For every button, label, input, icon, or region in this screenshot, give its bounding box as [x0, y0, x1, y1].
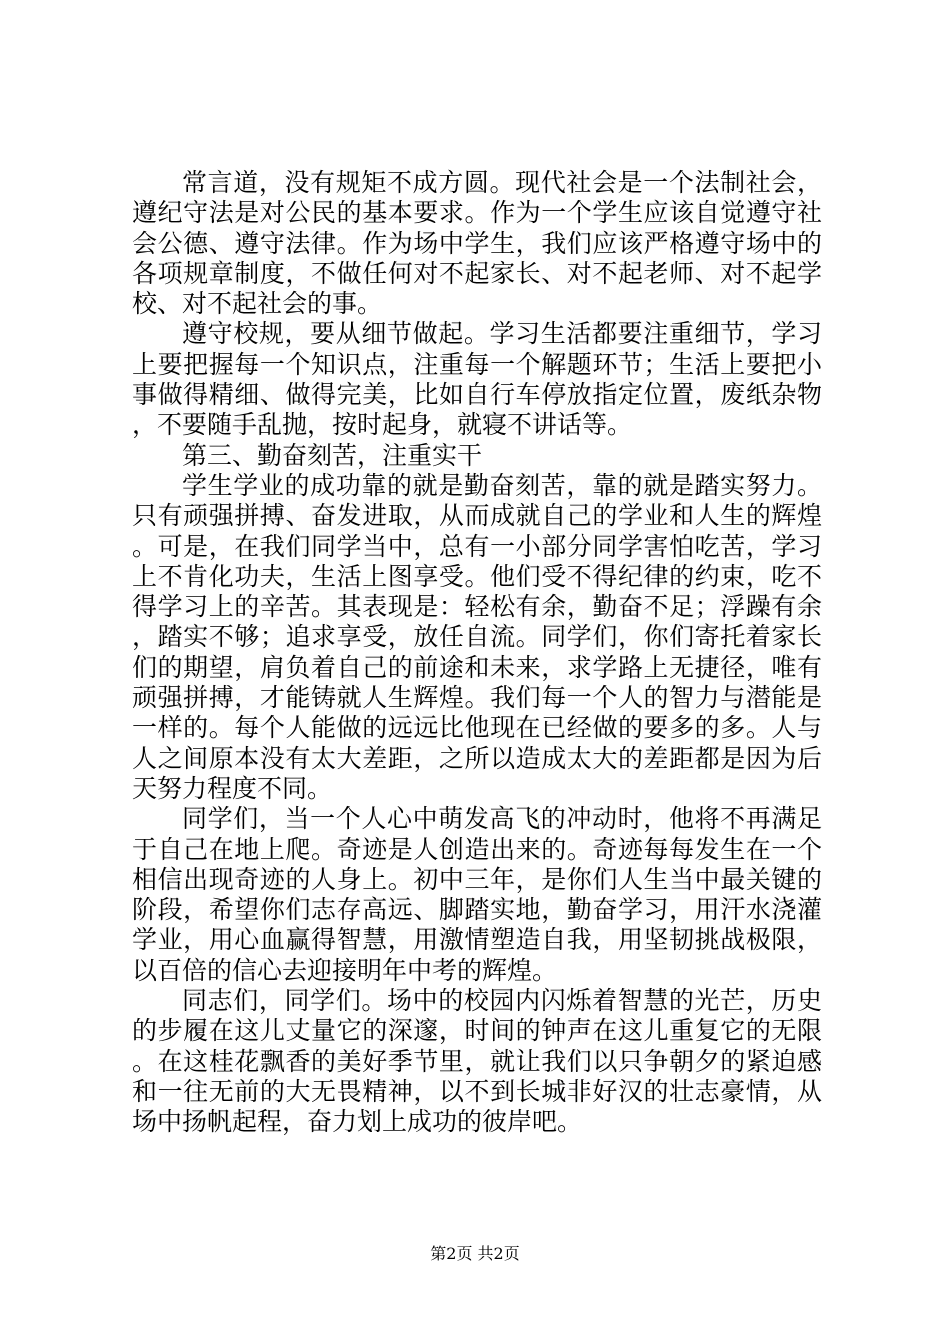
section-heading: 第三、勤奋刻苦，注重实干 — [182, 440, 483, 470]
page-number-footer: 第2页 共2页 — [430, 1244, 520, 1263]
paragraph: 学生学业的成功靠的就是勤奋刻苦，靠的就是踏实努力。只有顽强拼搏、奋发进取，从而成就自己的学业和人生的辉煌。可是，在我们同学当中，总有一小部分同学害怕吃苦，学习上不肯化功夫，生活上图享受。他们受不得纪律的约束，吃不得学习上的辛苦。其表现是：轻松有余，勤奋不足；浮躁有余，踏实不够；追求享受，放任自流。同学们，你们寄托着家长们的期望，肩负着自己的前途和未来，求学路上无捷径，唯有顽强拼搏，才能铸就人生辉煌。我们每一个人的智力与潜能是一样的。每个人能做的远远比他现在已经做的要多的多。人与人之间原本没有太大差距，之所以造成太大的差距都是因为后天努力程度不同。 — [132, 470, 822, 803]
paragraph: 遵守校规，要从细节做起。学习生活都要注重细节，学习上要把握每一个知识点，注重每一个解题环节；生活上要把小事做得精细、做得完美，比如自行车停放指定位置，废纸杂物，不要随手乱抛，按时起身，就寝不讲话等。 — [132, 319, 822, 440]
paragraph: 同志们，同学们。场中的校园内闪烁着智慧的光芒，历史的步履在这儿丈量它的深邃，时间的钟声在这儿重复它的无限。在这桂花飘香的美好季节里，就让我们以只争朝夕的紧迫感和一往无前的大无畏精神，以不到长城非好汉的壮志豪情，从场中扬帆起程，奋力划上成功的彼岸吧。 — [132, 986, 822, 1137]
paragraph: 常言道，没有规矩不成方圆。现代社会是一个法制社会，遵纪守法是对公民的基本要求。作为一个学生应该自觉遵守社会公德、遵守法律。作为场中学生，我们应该严格遵守场中的各项规章制度，不做任何对不起家长、对不起老师、对不起学校、对不起社会的事。 — [132, 168, 822, 319]
paragraph: 同学们，当一个人心中萌发高飞的冲动时，他将不再满足于自己在地上爬。奇迹是人创造出来的。奇迹每每发生在一个相信出现奇迹的人身上。初中三年，是你们人生当中最关键的阶段，希望你们志存高远、脚踏实地，勤奋学习，用汗水浇灌学业，用心血赢得智慧，用激情塑造自我，用坚韧挑战极限，以百倍的信心去迎接明年中考的辉煌。 — [132, 804, 822, 985]
document-body — [132, 168, 822, 1138]
